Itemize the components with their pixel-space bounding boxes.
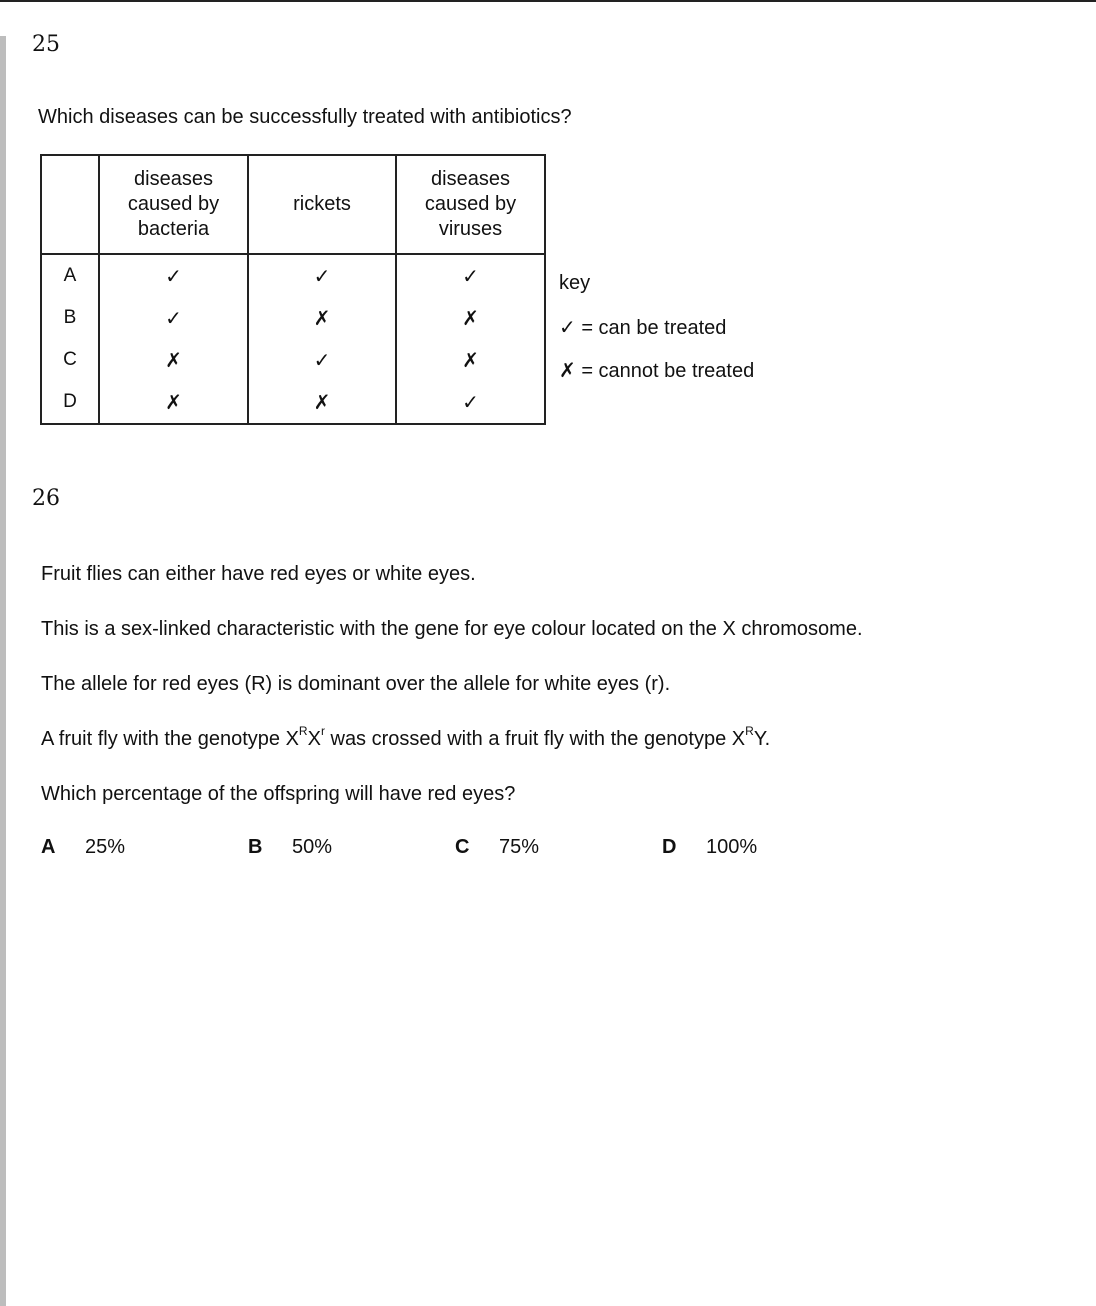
question-26-paragraph-1: Fruit flies can either have red eyes or white eyes. [41, 563, 476, 585]
header-blank [41, 155, 99, 254]
row-label: C [41, 339, 99, 381]
row-label: D [41, 381, 99, 424]
left-margin-bar [0, 36, 6, 1306]
question-number-26: 26 [32, 486, 60, 511]
option-letter: C [455, 836, 470, 858]
header-viruses [396, 155, 545, 254]
key-title: key [559, 272, 591, 294]
table-row [41, 297, 545, 339]
genotype-text-b: X [307, 728, 321, 750]
table-row [41, 381, 545, 424]
genotype-text-d: Y. [753, 728, 771, 750]
question-number-25: 25 [32, 32, 60, 57]
genotype-text-a: A fruit fly with the genotype X [41, 728, 299, 750]
cell-bacteria: ✗ [99, 339, 248, 381]
cell-viruses: ✗ [396, 339, 545, 381]
header-bacteria [99, 155, 248, 254]
option-letter: A [41, 836, 56, 858]
cell-rickets: ✗ [248, 297, 396, 339]
top-border [0, 0, 1096, 2]
antibiotics-table [40, 154, 546, 425]
table-row [41, 339, 545, 381]
option-value: 50% [292, 836, 333, 858]
header-rickets [248, 155, 396, 254]
question-25-text: Which diseases can be successfully treated with antibiotics? [38, 106, 572, 128]
question-26-paragraph-3: The allele for red eyes (R) is dominant over the allele for white eyes (r). [41, 673, 671, 695]
cell-rickets: ✓ [248, 339, 396, 381]
key-tick-line: ✓ = can be treated [559, 317, 727, 339]
option-letter: B [248, 836, 263, 858]
cell-viruses: ✗ [396, 297, 545, 339]
table-row [41, 254, 545, 297]
genotype-sup-3: R [745, 724, 754, 739]
answer-option-d[interactable] [662, 836, 757, 859]
cell-bacteria: ✗ [99, 381, 248, 424]
cell-bacteria: ✓ [99, 254, 248, 297]
option-value: 75% [499, 836, 540, 858]
cell-viruses: ✓ [396, 254, 545, 297]
header-rickets-label: rickets [293, 193, 351, 215]
cell-viruses: ✓ [396, 381, 545, 424]
header-bacteria-label: diseases caused by bacteria [127, 168, 220, 240]
answer-option-b[interactable] [248, 836, 332, 859]
row-label: B [41, 297, 99, 339]
cell-rickets: ✗ [248, 381, 396, 424]
genotype-sup-2: r [320, 724, 325, 739]
genotype-text-c: was crossed with a fruit fly with the genotype X [324, 728, 746, 750]
key-cross-line: ✗ = cannot be treated [559, 360, 755, 382]
answer-option-c[interactable] [455, 836, 539, 859]
question-26-paragraph-2: This is a sex-linked characteristic with the gene for eye colour located on the X chromosome. [41, 618, 863, 640]
question-26-prompt: Which percentage of the offspring will have red eyes? [41, 783, 516, 805]
answer-option-a[interactable] [41, 836, 125, 859]
question-26-genotype-sentence [41, 724, 771, 751]
cell-bacteria: ✓ [99, 297, 248, 339]
option-letter: D [662, 836, 677, 858]
table-header-row [41, 155, 545, 254]
row-label: A [41, 254, 99, 297]
option-value: 100% [706, 836, 758, 858]
option-value: 25% [85, 836, 126, 858]
header-viruses-label: diseases caused by viruses [424, 168, 517, 240]
genotype-sup-1: R [298, 724, 308, 739]
cell-rickets: ✓ [248, 254, 396, 297]
